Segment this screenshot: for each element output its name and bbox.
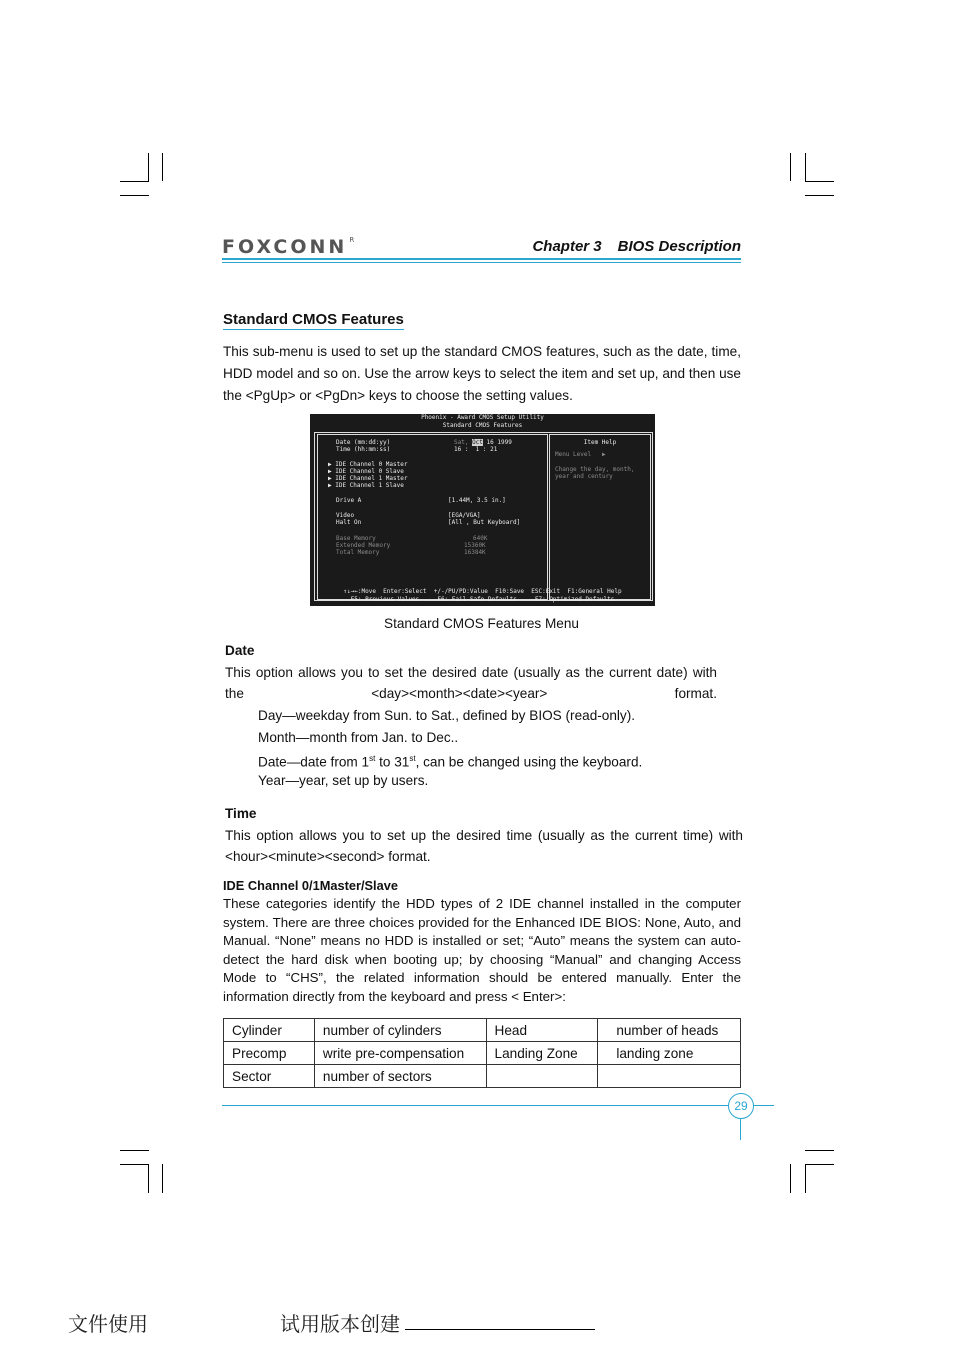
bios-halt-label: Halt On (336, 519, 362, 526)
table-row (224, 1065, 741, 1088)
chapter-heading (532, 238, 741, 255)
table-row (224, 1019, 741, 1042)
bios-base-label: Base Memory (336, 535, 376, 542)
crop-mark (805, 1150, 834, 1151)
crop-mark (120, 1164, 149, 1165)
table-cell: Landing Zone (486, 1042, 598, 1065)
bios-date-rest: 16 1999 (482, 439, 512, 446)
bios-video-value: [EGA/VGA] (448, 512, 481, 519)
date-heading: Date (225, 643, 255, 658)
date-sup-st2: st (409, 754, 416, 763)
bios-screenshot (310, 414, 655, 606)
bios-ext-label: Extended Memory (336, 542, 391, 549)
table-cell: number of sectors (314, 1065, 486, 1088)
watermark-underline (405, 1329, 595, 1330)
bios-time-value: 16 : 1 : 21 (454, 446, 498, 453)
crop-mark (805, 1164, 834, 1165)
date-sup-st: st (369, 754, 376, 763)
foxconn-logo (222, 236, 354, 258)
table-cell: number of heads (598, 1019, 741, 1042)
crop-mark (805, 1164, 806, 1193)
time-paragraph: This option allows you to set up the desired time (usually as the current time) with <hour><minute><second> format. (225, 828, 743, 864)
bios-date-month: Oct (472, 439, 483, 446)
bios-total-label: Total Memory (336, 549, 380, 556)
bios-help-text: year and century (555, 473, 613, 480)
crop-mark (148, 153, 149, 181)
crop-mark (790, 1164, 791, 1193)
crop-mark (162, 1164, 163, 1193)
date-date-item (258, 748, 642, 773)
bios-ide-label: IDE Channel 0 Slave (335, 468, 404, 475)
time-heading: Time (225, 806, 257, 821)
date-text: This option allows you to set the desired date (usually as the current date) with the <day><month><date><year> format. (225, 665, 717, 701)
date-year-item: Year—year, set up by users. (258, 773, 429, 788)
bios-drive-value: [1.44M, 3.5 in.] (448, 497, 506, 504)
bios-ide-item: ▶ IDE Channel 0 Master (328, 461, 408, 468)
bios-ext-value: 15360K (464, 542, 486, 549)
table-cell: Cylinder (224, 1019, 315, 1042)
bios-footer-keys: ↑↓→←:Move Enter:Select +/-/PU/PD:Value F10:Save ESC:Exit F1:General Help (343, 588, 622, 595)
table-cell: number of cylinders (314, 1019, 486, 1042)
bios-ide-item: ▶ IDE Channel 1 Master (328, 475, 408, 482)
bios-menu-level: Menu Level ▶ (555, 451, 606, 458)
registered-mark: R (349, 236, 355, 244)
bios-help-text: Change the day, month, (555, 466, 635, 473)
section-label: BIOS Description (617, 238, 741, 255)
crop-mark (790, 153, 791, 181)
bios-ide-label: IDE Channel 1 Slave (335, 482, 404, 489)
table-cell: Precomp (224, 1042, 315, 1065)
bios-ide-label: IDE Channel 0 Master (335, 461, 408, 468)
bios-date-value (454, 439, 512, 446)
crop-mark (805, 153, 806, 181)
ide-paragraph: These categories identify the HDD types of 2 IDE channel installed in the computer system. There are three choices provided for the Enhanced IDE BIOS: None, Auto, and Manual. “None” means no HDD is installed or set; “Auto” means the system can auto-detect the hard disk when booting up; by choosing “Manual” and changing Access Mode to “CHS”, the related information should be entered manually. Enter the information directly from the keyboard and press < Enter>: (223, 896, 741, 1004)
bios-base-value: 640K (473, 535, 488, 542)
bios-date-label: Date (mm:dd:yy) (336, 439, 391, 446)
table-cell: write pre-compensation (314, 1042, 486, 1065)
table-cell: Head (486, 1019, 598, 1042)
header-rule (222, 258, 741, 260)
watermark-right: 试用版本创建 (280, 1312, 400, 1336)
bios-ide-label: IDE Channel 1 Master (335, 475, 408, 482)
table-cell: Sector (224, 1065, 315, 1088)
bios-subtitle: Standard CMOS Features (442, 422, 523, 429)
footer-rule (222, 1105, 774, 1106)
bios-footer-defaults: F5: Previous Values F6: Fail-Safe Defaults F7: Optimized Defaults (350, 596, 615, 603)
header-rule-thin (222, 262, 741, 263)
bios-frame (314, 432, 653, 601)
intro-paragraph: This sub-menu is used to set up the standard CMOS features, such as the date, time, HDD model and so on. Use the arrow keys to select the item and set up, and then use the <PgUp> or <PgDn> keys to choose the setting values. (223, 344, 741, 403)
date-date-mid: to 31 (375, 754, 410, 770)
date-day-item: Day—weekday from Sun. to Sat., defined by BIOS (read-only). (258, 708, 636, 723)
bios-ide-item: ▶ IDE Channel 0 Slave (328, 468, 404, 475)
table-cell (486, 1065, 598, 1088)
bios-time-label: Time (hh:mm:ss) (336, 446, 391, 453)
chapter-label: Chapter 3 (532, 238, 602, 255)
logo-text: FOXCONN (222, 236, 348, 258)
date-month-item: Month—month from Jan. to Dec.. (258, 730, 459, 745)
footer-tick (740, 1118, 741, 1140)
bios-ide-item: ▶ IDE Channel 1 Slave (328, 482, 404, 489)
crop-mark (120, 181, 149, 182)
ide-heading: IDE Channel 0/1Master/Slave (223, 878, 398, 893)
bios-settings-panel (317, 434, 548, 600)
crop-mark (120, 195, 149, 196)
crop-mark (805, 195, 834, 196)
crop-mark (120, 1150, 149, 1151)
table-cell (598, 1065, 741, 1088)
date-date-post: , can be changed using the keyboard. (415, 754, 643, 770)
page-title: Standard CMOS Features (223, 311, 404, 328)
bios-drive-label: Drive A (336, 497, 362, 504)
bios-help-title: Item Help (583, 439, 617, 446)
figure-caption: Standard CMOS Features Menu (384, 616, 579, 631)
date-paragraph (225, 662, 717, 704)
page-number: 29 (728, 1093, 754, 1119)
bios-total-value: 16384K (464, 549, 486, 556)
crop-mark (148, 1164, 149, 1193)
bios-title: Phoenix - Award CMOS Setup Utility (421, 414, 544, 421)
bios-video-label: Video (336, 512, 355, 519)
table-row (224, 1042, 741, 1065)
bios-date-weekday: Sat, (454, 439, 473, 446)
bios-halt-value: [All , But Keyboard] (448, 519, 521, 526)
date-date-pre: Date—date from 1 (258, 754, 370, 770)
crop-mark (805, 181, 834, 182)
crop-mark (162, 153, 163, 181)
table-cell: landing zone (598, 1042, 741, 1065)
bios-help-panel (549, 434, 651, 600)
hdd-parameter-table (223, 1018, 741, 1088)
watermark-left: 文件使用 (68, 1312, 148, 1336)
